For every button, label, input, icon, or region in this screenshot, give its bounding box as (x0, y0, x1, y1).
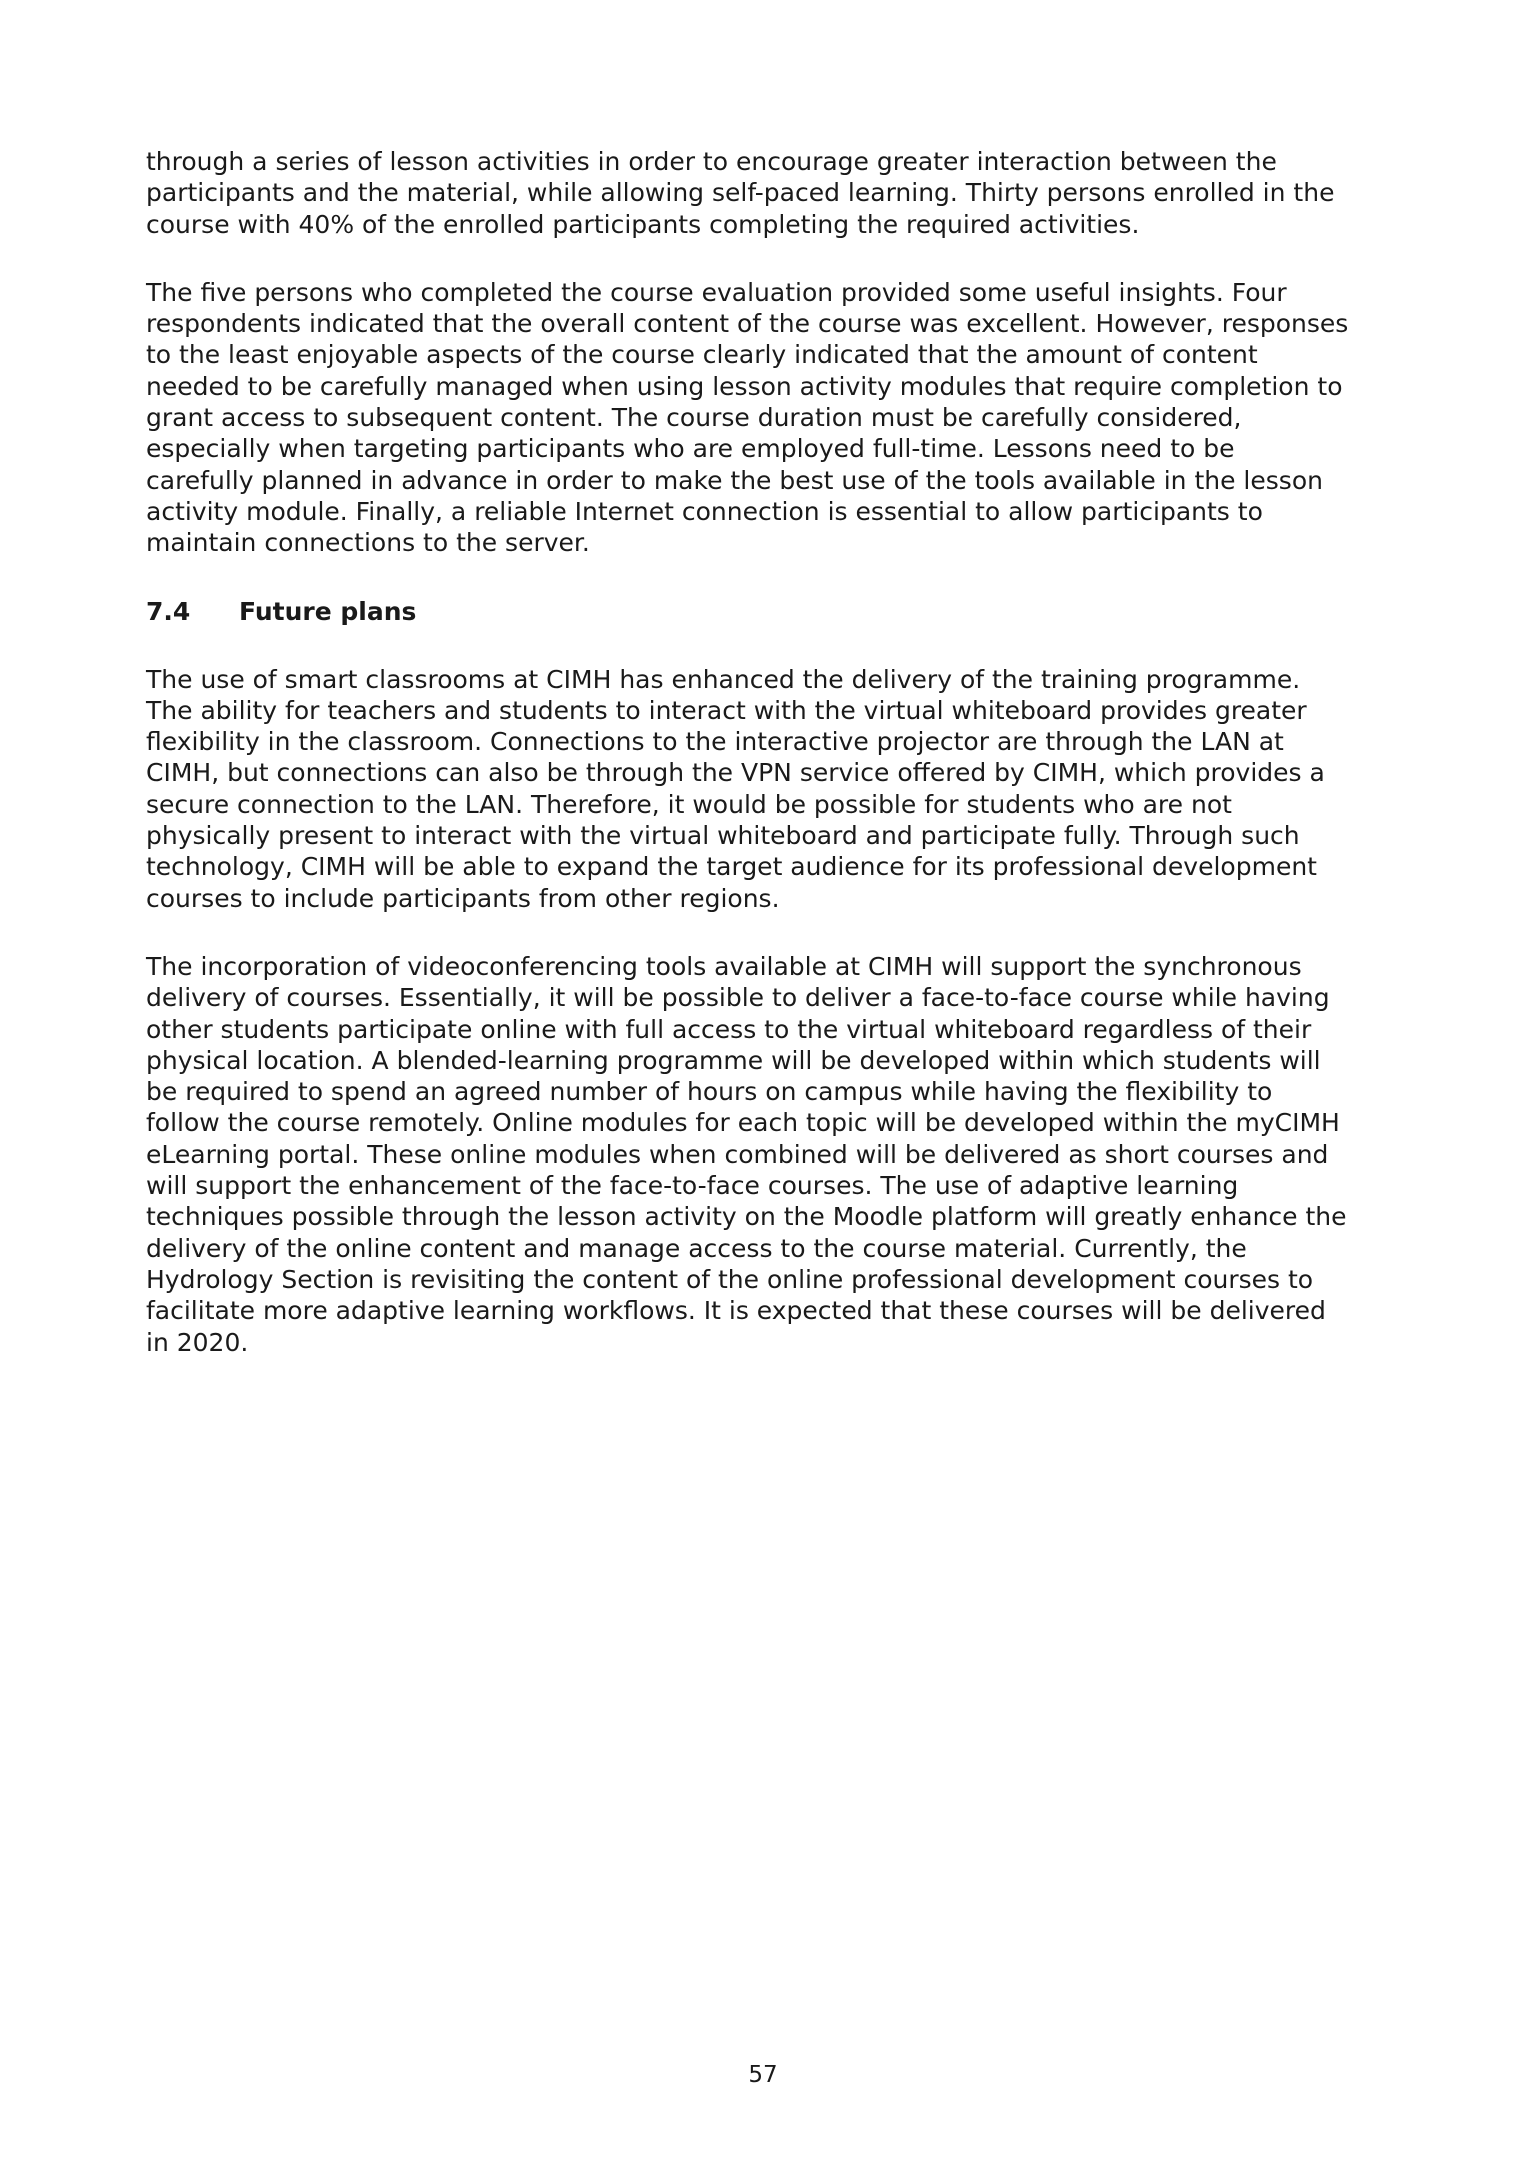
paragraph-lesson-activities: through a series of lesson activities in order to encourage greater interaction between the participants and the material, while allowing self-paced learning. Thirty persons enrolled in the course with 40% of the enrolled participants completing the required activities. (146, 147, 1335, 239)
section-title: Future plans (239, 596, 417, 626)
section-heading (146, 596, 1396, 627)
section-number: 7.4 (146, 596, 191, 626)
paragraph-course-evaluation: The five persons who completed the course evaluation provided some useful insights. Four respondents indicated that the overall content of the course was excellent. However, responses to the least enjoyable aspects of the course clearly indicated that the amount of content needed to be carefully managed when using lesson activity modules that require completion to grant access to subsequent content. The course duration must be carefully considered, especially when targeting participants who are employed full-time. Lessons need to be carefully planned in advance in order to make the best use of the tools available in the lesson activity module. Finally, a reliable Internet connection is essential to allow participants to maintain connections to the server. (146, 277, 1349, 558)
page-body (146, 146, 1396, 1395)
paragraph-smart-classrooms: The use of smart classrooms at CIMH has enhanced the delivery of the training programme. The ability for teachers and students to interact with the virtual whiteboard provides greater flexibility in the classroom. Connections to the interactive projector are through the LAN at CIMH, but connections can also be through the VPN service offered by CIMH, which provides a secure connection to the LAN. Therefore, it would be possible for students who are not physically present to interact with the virtual whiteboard and participate fully. Through such technology, CIMH will be able to expand the target audience for its professional development courses to include participants from other regions. (146, 664, 1325, 913)
paragraph-videoconferencing: The incorporation of videoconferencing tools available at CIMH will support the synchronous delivery of courses. Essentially, it will be possible to deliver a face-to-face course while having other students participate online with full access to the virtual whiteboard regardless of their physical location. A blended-learning programme will be developed within which students will be required to spend an agreed number of hours on campus while having the flexibility to follow the course remotely. Online modules for each topic will be developed within the myCIMH eLearning portal. These online modules when combined will be delivered as short courses and will support the enhancement of the face-to-face courses. The use of adaptive learning techniques possible through the lesson activity on the Moodle platform will greatly enhance the delivery of the online content and manage access to the course material. Currently, the Hydrology Section is revisiting the content of the online professional development courses to facilitate more adaptive learning workflows. It is expected that these courses will be delivered in 2020. (146, 951, 1347, 1357)
page-number: 57 (748, 2062, 778, 2088)
